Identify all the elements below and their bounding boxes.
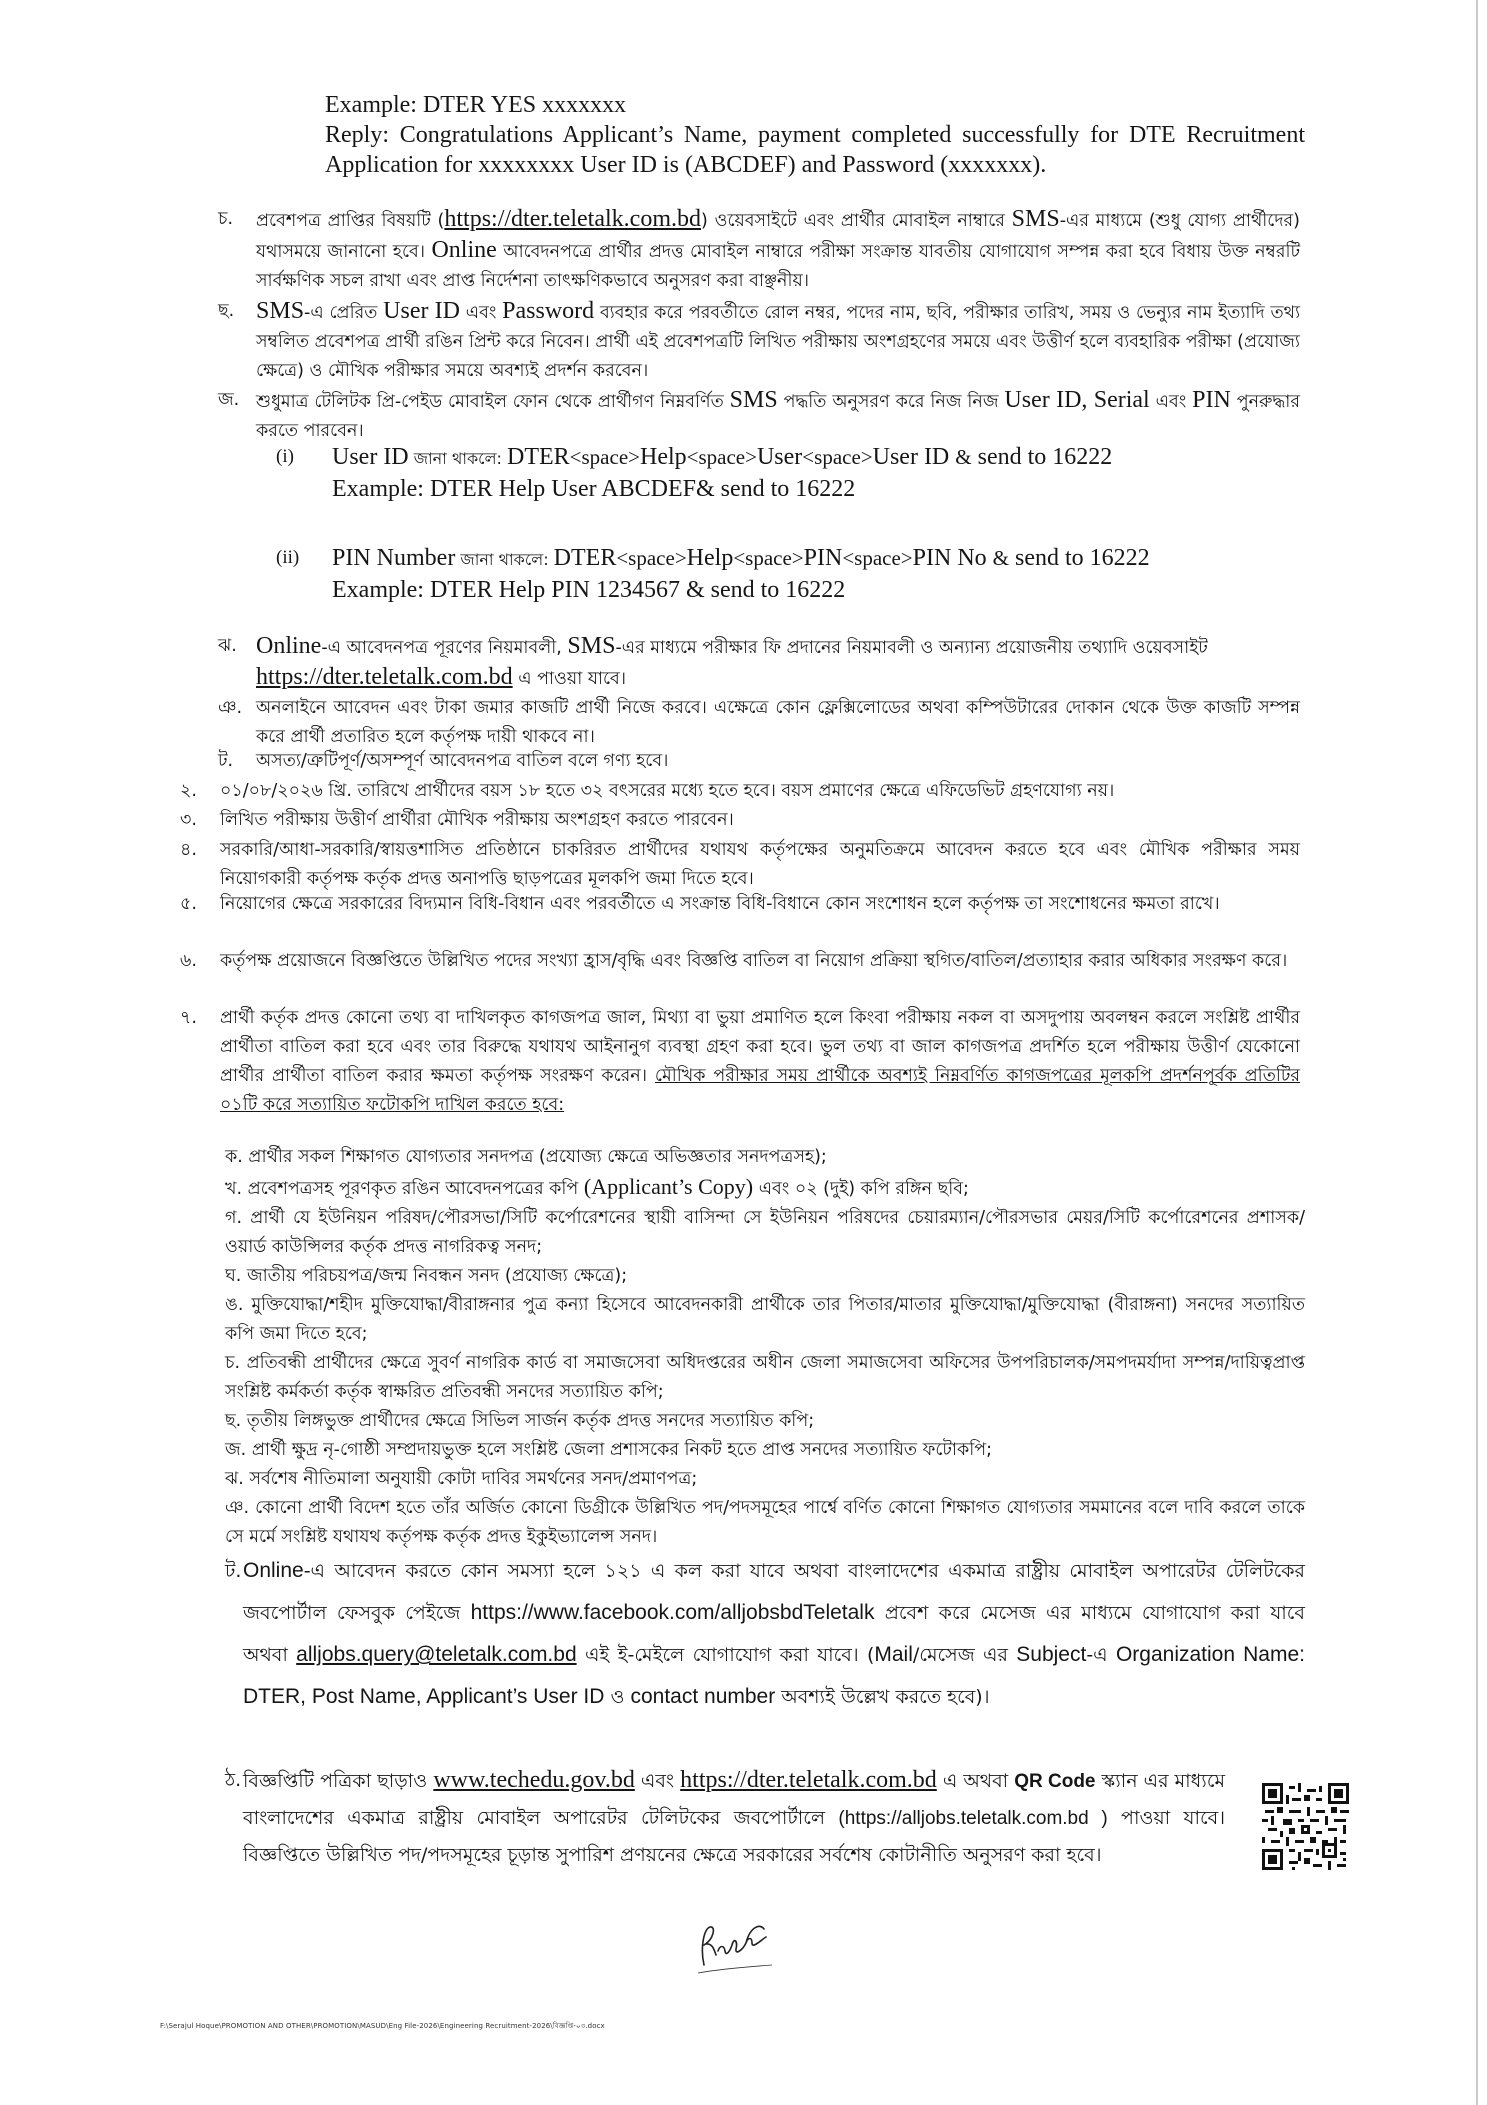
- document-text: প্রতিবন্ধী প্রার্থীদের ক্ষেত্রে সুবর্ণ নাগরিক কার্ড বা সমাজসেবা অধিদপ্তরের অধীন জেলা সমাজসেবা অফিসের উপপরিচালক/সমপদমর্যাদা সম্পন্ন/দায়িত্বপ্রাপ্ত সংশ্লিষ্ট কর্মকর্তা কর্তৃক স্বাক্ষরিত প্রতিবন্ধী সনদের সত্যায়িত কপি;: [225, 1353, 1305, 1402]
- item-text: এবং: [1149, 392, 1193, 412]
- item-text: -এ আবেদন করতে কোন সমস্যা হলে ১২১ এ কল করা যাবে অথবা বাংলাদেশের একমাত্র রাষ্ট্রীয় মোবাইল অপারেটর টেলিটকের জবপোর্টাল ফেসবুক পেইজে: [243, 1560, 1305, 1624]
- documents-required-note: মৌখিক পরীক্ষার সময় প্রার্থীকে অবশ্যই নিম্নবর্ণিত কাগজপত্রের মূলকপি প্রদর্শনপূর্বক প্রতিটির ০১টি করে সত্যায়িত ফটোকপি দাখিল করতে হবে:: [220, 1066, 1300, 1115]
- item-text: Subject: [1016, 1643, 1087, 1666]
- document-text: (Applicant’s Copy): [583, 1174, 754, 1199]
- document-text: প্রবেশপত্রসহ পূরণকৃত রঙিন আবেদনপত্রের কপি: [247, 1179, 584, 1199]
- step-text: জানা থাকলে:: [455, 550, 554, 569]
- document-marker: গ.: [225, 1208, 243, 1228]
- document-text: প্রার্থী যে ইউনিয়ন পরিষদ/পৌরসভা/সিটি কর্পোরেশনের স্থায়ী বাসিন্দা সে ইউনিয়ন পরিষদের চেয়ারম্যান/পৌরসভার মেয়র/সিটি কর্পোরেশনের প্রশাসক/ওয়ার্ড কাউন্সিলর কর্তৃক প্রদত্ত নাগরিকত্ব সনদ;: [225, 1208, 1305, 1257]
- item-text: SMS: [567, 633, 616, 659]
- document-marker: ছ.: [225, 1411, 242, 1431]
- step-marker: (ii): [276, 547, 300, 568]
- item-text: বিজ্ঞপ্তিটি পত্রিকা ছাড়াও: [243, 1770, 434, 1792]
- item-marker: ঝ.: [218, 636, 237, 656]
- item-text: ) ওয়েবসাইটে এবং প্রার্থীর মোবাইল নাম্বারে: [701, 211, 1012, 231]
- techedu-link[interactable]: www.techedu.gov.bd: [433, 1767, 635, 1793]
- numbered-item-authority: [180, 947, 1300, 976]
- item-text: শুধুমাত্র টেলিটক প্রি-পেইড মোবাইল ফোন থেকে প্রার্থীগণ নিম্নবর্ণিত: [256, 392, 730, 412]
- step-text: <space>: [616, 546, 687, 570]
- sms-example-block: [325, 90, 1305, 180]
- item-text: এবং: [634, 1770, 681, 1792]
- document-item: [225, 1407, 1305, 1436]
- document-item: [225, 1172, 1305, 1204]
- item-recovery: [218, 386, 1300, 446]
- item-number: ৬.: [180, 951, 197, 971]
- numbered-item-govt-employee: [180, 836, 1300, 894]
- item-text: -এ: [1086, 1644, 1116, 1666]
- signature-icon: [690, 1907, 780, 1979]
- document-item: [225, 1262, 1305, 1291]
- item-marker: ট.: [218, 751, 234, 771]
- item-text: Online: [431, 237, 497, 263]
- item-text: পুনরুদ্ধার করতে পারবেন।: [256, 392, 1300, 441]
- item-text: User ID: [383, 298, 461, 324]
- step-text: Help: [686, 545, 734, 571]
- document-item: [225, 1436, 1305, 1465]
- item-text: অসত্য/ত্রুটিপূর্ণ/অসম্পূর্ণ আবেদনপত্র বাতিল বলে গণ্য হবে।: [256, 751, 669, 771]
- item-text: এ অথবা: [936, 1770, 1015, 1792]
- sms-step-user-id: [276, 442, 1306, 504]
- item-admit-card-print: [218, 297, 1300, 386]
- document-marker: ক.: [225, 1147, 243, 1167]
- item-number: ৩.: [180, 810, 197, 830]
- document-item: [225, 1494, 1305, 1552]
- sms-reply-line: Reply: Congratulations Applicant’s Name, payment completed successfully for DTE Recruitment Application for xxxxxxxx User ID is (ABCDEF) and Password (xxxxxxx).: [325, 122, 1305, 178]
- document-item: [225, 1349, 1305, 1407]
- item-text: Online: [243, 1559, 304, 1582]
- item-number: ৪.: [180, 840, 197, 860]
- numbered-item-false-info: [180, 1004, 1300, 1120]
- item-text: পদ্ধতি অনুসরণ করে নিজ নিজ: [777, 392, 1005, 412]
- document-item: [225, 1204, 1305, 1262]
- item-text: PIN: [1192, 387, 1231, 413]
- item-contact-support: [225, 1550, 1305, 1718]
- step-label: PIN Number: [332, 545, 456, 571]
- item-text: এই ই-মেইলে যোগাযোগ করা যাবে। (: [576, 1644, 875, 1666]
- scan-edge-line: [1476, 0, 1478, 2105]
- facebook-link[interactable]: https://www.facebook.com/alljobsbdTeletalk: [470, 1601, 875, 1624]
- dter-link[interactable]: https://dter.teletalk.com.bd: [256, 664, 513, 690]
- step-text: <space>: [802, 445, 873, 469]
- document-marker: ঞ.: [225, 1498, 250, 1518]
- item-online-rules: [218, 632, 1300, 694]
- document-text: তৃতীয় লিঙ্গভুক্ত প্রার্থীদের ক্ষেত্রে সিভিল সার্জন কর্তৃক প্রদত্ত সনদের সত্যায়িত কপি;: [246, 1411, 815, 1431]
- item-text: User ID, Serial: [1004, 387, 1150, 413]
- step-text: User: [756, 444, 803, 470]
- document-marker: চ.: [225, 1353, 241, 1373]
- item-text: পাওয়া যাবে। বিজ্ঞপ্তিতে উল্লিখিত পদ/পদসমূহের চূড়ান্ত সুপারিশ প্রণয়নের ক্ষেত্রে সরকারের সর্বশেষ কোটানীতি অনুসরণ করা হবে।: [243, 1807, 1225, 1866]
- step-text: <space>: [733, 546, 804, 570]
- numbered-item-age: [180, 777, 1300, 806]
- item-text: এ পাওয়া যাবে।: [512, 669, 627, 689]
- step-example: Example: DTER Help User ABCDEF& send to 16222: [332, 476, 856, 502]
- item-text: নিয়োগের ক্ষেত্রে সরকারের বিদ্যমান বিধি-বিধান এবং পরবর্তীতে এ সংক্রান্ত বিধি-বিধানে কোন সংশোধন হলে কর্তৃপক্ষ তা সংশোধনের ক্ষমতা রাখে।: [220, 894, 1220, 914]
- item-text: কর্তৃপক্ষ প্রয়োজনে বিজ্ঞপ্তিতে উল্লিখিত পদের সংখ্যা হ্রাস/বৃদ্ধি এবং বিজ্ঞপ্তি বাতিল বা নিয়োগ প্রক্রিয়া স্থগিত/বাতিল/প্রত্যাহার করার অধিকার সংরক্ষণ করে।: [220, 951, 1288, 971]
- item-marker: ঞ.: [218, 698, 243, 718]
- document-text: প্রার্থীর সকল শিক্ষাগত যোগ্যতার সনদপত্র (প্রযোজ্য ক্ষেত্রে অভিজ্ঞতার সনদপত্রসহ);: [248, 1147, 827, 1167]
- document-marker: ঘ.: [225, 1266, 242, 1286]
- numbered-item-viva: [180, 806, 1300, 835]
- qr-code-icon[interactable]: [1262, 1783, 1349, 1870]
- step-text: <space>: [686, 445, 757, 469]
- item-number: ৭.: [180, 1008, 197, 1028]
- document-file-path: F:\Serajul Hoque\PROMOTION AND OTHER\PROMOTION\MASUD\Eng File-2026\Engineering Recruitment-2026\বিজ্ঞপ্তি-০৩.docx: [160, 2022, 605, 2030]
- item-number: ৫.: [180, 894, 197, 914]
- sms-step-pin: [276, 543, 1306, 605]
- item-text: সরকারি/আধা-সরকারি/স্বায়ত্তশাসিত প্রতিষ্ঠানে চাকরিরত প্রার্থীদের যথাযথ কর্তৃপক্ষের অনুমতিক্রমে আবেদন করতে হবে এবং মৌখিক পরীক্ষার সময় নিয়োগকারী কর্তৃপক্ষ কর্তৃক প্রদত্ত অনাপত্তি ছাড়পত্রের মূলকপি জমা দিতে হবে।: [220, 840, 1300, 889]
- step-text: &: [955, 445, 972, 469]
- support-email-link[interactable]: alljobs.query@teletalk.com.bd: [296, 1643, 577, 1666]
- documents-list: [225, 1143, 1305, 1552]
- alljobs-link[interactable]: (https://alljobs.teletalk.com.bd ): [838, 1808, 1108, 1829]
- item-text: প্রার্থী কর্তৃক প্রদত্ত কোনো তথ্য বা দাখিলকৃত কাগজপত্র জাল, মিথ্যা বা ভুয়া প্রমাণিত হলে কিংবা পরীক্ষায় নকল বা অসদুপায় অবলম্বন করলে সংশ্লিষ্ট প্রার্থীর প্রার্থীতা বাতিল করা হবে এবং তার বিরুদ্ধে যথাযথ আইনানুগ ব্যবস্থা গ্রহণ করা হবে। ভুল তথ্য বা জাল কাগজপত্র প্রদর্শিত হলে পরীক্ষায় উত্তীর্ণ যেকোনো প্রার্থীর প্রার্থীতা বাতিল করার ক্ষমতা কর্তৃপক্ষ সংরক্ষণ করেন।: [220, 1008, 1300, 1086]
- document-text: প্রার্থী ক্ষুদ্র নৃ-গোষ্ঠী সম্প্রদায়ভুক্ত হলে সংশ্লিষ্ট জেলা প্রশাসকের নিকট হতে প্রাপ্ত সনদের সত্যায়িত ফটোকপি;: [251, 1440, 993, 1460]
- step-text: PIN: [803, 545, 843, 571]
- step-text: &: [992, 546, 1010, 570]
- document-text: জাতীয় পরিচয়পত্র/জন্ম নিবন্ধন সনদ (প্রযোজ্য ক্ষেত্রে);: [246, 1266, 628, 1286]
- step-label: User ID: [332, 444, 409, 470]
- item-text: -এর মাধ্যমে (শুধু যোগ্য প্রার্থীদের) যথাসময়ে জানানো হবে।: [256, 211, 1300, 262]
- item-text: এবং: [460, 303, 503, 323]
- item-marker: ট.: [225, 1560, 242, 1582]
- item-marker: ঠ.: [225, 1769, 242, 1791]
- item-circular-availability: [225, 1762, 1225, 1874]
- item-text: আবেদনপত্রে প্রার্থীর প্রদত্ত মোবাইল নাম্বারে পরীক্ষা সংক্রান্ত যাবতীয় যোগাযোগ সম্পন্ন করা হবে বিধায় উক্ত নম্বরটি সার্বক্ষণিক সচল রাখা এবং প্রাপ্ত নির্দেশনা তাৎক্ষণিকভাবে অনুসরণ করা বাঞ্ছনীয়।: [256, 242, 1300, 291]
- dter-link[interactable]: https://dter.teletalk.com.bd: [680, 1767, 937, 1793]
- item-text: ০১/০৮/২০২৬ খ্রি. তারিখে প্রার্থীদের বয়স ১৮ হতে ৩২ বৎসরের মধ্যে হতে হবে। বয়স প্রমাণের ক্ষেত্রে এফিডেভিট গ্রহণযোগ্য নয়।: [220, 781, 1115, 801]
- document-marker: ঝ.: [225, 1469, 244, 1489]
- item-text: -এ প্রেরিত: [304, 303, 384, 323]
- step-text: Help: [639, 444, 687, 470]
- document-marker: জ.: [225, 1440, 247, 1460]
- item-text: Mail: [874, 1643, 913, 1666]
- document-item: [225, 1291, 1305, 1349]
- step-text: DTER: [506, 444, 570, 470]
- item-text: অনলাইনে আবেদন এবং টাকা জমার কাজটি প্রার্থী নিজে করবে। এক্ষেত্রে কোন ফ্লেক্সিলোডের অথবা কম্পিউটারের দোকান থেকে উক্ত কাজটি সম্পন্ন করে প্রার্থী প্রতারিত হলে কর্তৃপক্ষ দায়ী থাকবে না।: [256, 698, 1300, 747]
- item-marker: চ.: [218, 209, 234, 229]
- item-text: প্রবেশ করে মেসেজ এর মাধ্যমে যোগাযোগ করা যাবে অথবা: [243, 1602, 1305, 1666]
- document-text: সর্বশেষ নীতিমালা অনুযায়ী কোটা দাবির সমর্থনের সনদ/প্রমাণপত্র;: [249, 1469, 698, 1489]
- item-text: SMS: [1011, 206, 1060, 232]
- step-text: send to 16222: [1009, 545, 1150, 571]
- document-text: মুক্তিযোদ্ধা/শহীদ মুক্তিযোদ্ধা/বীরাঙ্গনার পুত্র কন্যা হিসেবে আবেদনকারী প্রার্থীকে তার পিতার/মাতার মুক্তিযোদ্ধা/মুক্তিযোদ্ধা (বীরাঙ্গনা) সনদের সত্যায়িত কপি জমা দিতে হবে;: [225, 1295, 1305, 1344]
- item-text: ব্যবহার করে পরবর্তীতে রোল নম্বর, পদের নাম, ছবি, পরীক্ষার তারিখ, সময় ও ভেন্যুর নাম ইত্যাদি তথ্য সম্বলিত প্রবেশপত্র প্রার্থী রঙিন প্রিন্ট করে নিবেন। প্রার্থী এই প্রবেশপত্রটি লিখিত পরীক্ষায় অংশগ্রহণের সময়ে এবং উত্তীর্ণ হলে ব্যবহারিক পরীক্ষা (প্রযোজ্য ক্ষেত্রে) ও মৌখিক পরীক্ষার সময়ে অবশ্যই প্রদর্শন করবেন।: [256, 303, 1301, 381]
- item-text: SMS: [256, 298, 305, 324]
- item-text: Online: [256, 633, 322, 659]
- document-marker: খ.: [225, 1179, 243, 1199]
- document-item: [225, 1465, 1305, 1494]
- step-text: <space>: [842, 546, 913, 570]
- item-marker: ছ.: [218, 301, 235, 321]
- item-text: স্ক্যান এর মাধ্যমে বাংলাদেশের একমাত্র রাষ্ট্রীয় মোবাইল অপারেটর টেলিটকের জবপোর্টালে: [243, 1770, 1225, 1829]
- step-text: send to 16222: [971, 444, 1113, 470]
- item-admit-card: [218, 205, 1300, 296]
- step-text: User ID: [872, 444, 956, 470]
- item-marker: জ.: [218, 390, 240, 410]
- sms-example-line: Example: DTER YES xxxxxxx: [325, 92, 627, 118]
- step-example: Example: DTER Help PIN 1234567 & send to 16222: [332, 577, 846, 603]
- document-text: এবং ০২ (দুই) কপি রঙ্গিন ছবি;: [753, 1179, 969, 1199]
- item-text: /মেসেজ এর: [912, 1644, 1017, 1666]
- document-item: [225, 1143, 1305, 1172]
- item-text: contact number: [630, 1685, 776, 1708]
- item-self-apply: [218, 694, 1300, 752]
- item-text: লিখিত পরীক্ষায় উত্তীর্ণ প্রার্থীরা মৌখিক পরীক্ষায় অংশগ্রহণ করতে পারবেন।: [220, 810, 734, 830]
- document-marker: ঙ.: [225, 1295, 244, 1315]
- step-marker: (i): [276, 446, 294, 467]
- step-text: DTER: [553, 545, 617, 571]
- item-text: -এ আবেদনপত্র পূরণের নিয়মাবলী,: [321, 638, 568, 658]
- step-text: PIN No: [912, 545, 993, 571]
- item-text: অবশ্যই উল্লেখ করতে হবে)।: [775, 1686, 990, 1708]
- step-text: জানা থাকলে:: [408, 449, 507, 468]
- item-invalid: [218, 747, 1300, 776]
- item-text: Password: [502, 298, 595, 324]
- item-number: ২.: [180, 781, 197, 801]
- item-text: প্রবেশপত্র প্রাপ্তির বিষয়টি (: [256, 211, 445, 231]
- item-text: -এর মাধ্যমে পরীক্ষার ফি প্রদানের নিয়মাবলী ও অন্যান্য প্রয়োজনীয় তথ্যাদি ওয়েবসাইট: [615, 638, 1208, 658]
- item-text: SMS: [729, 387, 778, 413]
- dter-link[interactable]: https://dter.teletalk.com.bd: [444, 206, 701, 232]
- item-text: QR Code: [1014, 1771, 1096, 1792]
- numbered-item-rules: [180, 890, 1300, 919]
- item-text: ও: [604, 1686, 631, 1708]
- item-text: Organization Name: DTER, Post Name, Applicant’s User ID: [243, 1643, 1305, 1708]
- step-text: <space>: [569, 445, 640, 469]
- document-text: কোনো প্রার্থী বিদেশ হতে তাঁর অর্জিত কোনো ডিগ্রীকে উল্লিখিত পদ/পদসমূহের পার্শ্বে বর্ণিত কোনো শিক্ষাগত যোগ্যতার সমমানের বলে দাবি করলে তাকে সে মর্মে সংশ্লিষ্ট যথাযথ কর্তৃপক্ষ কর্তৃক প্রদত্ত ইকুইভ্যালেন্স সনদ।: [225, 1498, 1305, 1547]
